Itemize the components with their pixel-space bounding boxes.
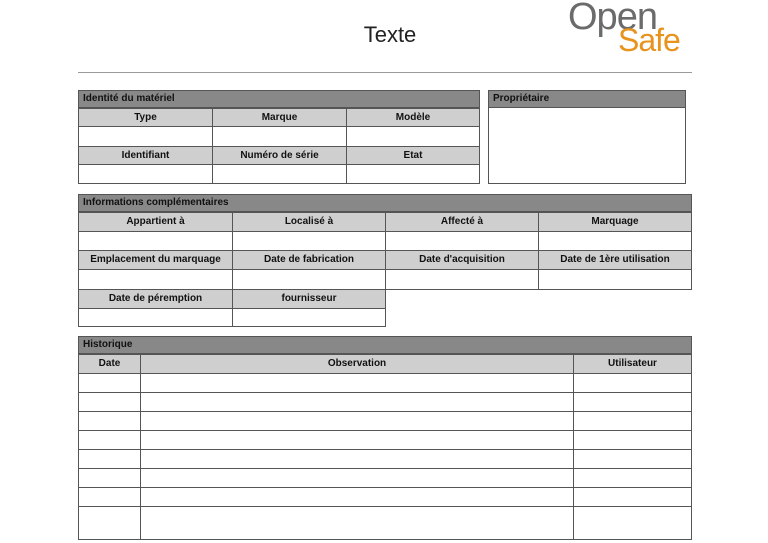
historique-row-line (78, 487, 692, 488)
header-identifiant: Identifiant (78, 146, 213, 165)
page-title: Texte (363, 22, 417, 47)
field-emplacement-marquage[interactable] (78, 269, 233, 290)
header-appartient: Appartient à (78, 212, 233, 232)
field-date-fabrication[interactable] (232, 269, 386, 290)
logo-open-text: Open (568, 0, 657, 38)
field-proprietaire[interactable] (488, 107, 686, 184)
logo-safe-text: Safe (618, 22, 680, 58)
header-emplacement-marquage: Emplacement du marquage (78, 250, 233, 270)
header-localise: Localisé à (232, 212, 386, 232)
opensafe-logo (566, 0, 706, 60)
header-fournisseur: fournisseur (232, 289, 386, 309)
field-fournisseur[interactable] (232, 308, 386, 327)
header-utilisateur: Utilisateur (573, 354, 692, 374)
field-date-premiere-utilisation[interactable] (538, 269, 692, 290)
section-historique-title: Historique (78, 336, 692, 354)
field-affecte[interactable] (385, 231, 539, 251)
section-identite-title: Identité du matériel (78, 90, 480, 108)
historique-row-line (78, 411, 692, 412)
header-divider (78, 72, 692, 73)
field-marquage[interactable] (538, 231, 692, 251)
header-numero-serie: Numéro de série (212, 146, 347, 165)
historique-col-divider (140, 373, 141, 540)
field-modele[interactable] (346, 126, 480, 147)
field-type[interactable] (78, 126, 213, 147)
field-appartient[interactable] (78, 231, 233, 251)
header-date-peremption: Date de péremption (78, 289, 233, 309)
field-marque[interactable] (212, 126, 347, 147)
historique-row-line (78, 392, 692, 393)
section-infos-title: Informations complémentaires (78, 194, 692, 212)
section-proprietaire-title: Propriétaire (488, 90, 686, 108)
header-date: Date (78, 354, 141, 374)
historique-row-line (78, 506, 692, 507)
field-date-acquisition[interactable] (385, 269, 539, 290)
header-date-acquisition: Date d'acquisition (385, 250, 539, 270)
historique-row-line (78, 430, 692, 431)
header-date-premiere-utilisation: Date de 1ère utilisation (538, 250, 692, 270)
historique-col-divider (573, 373, 574, 540)
field-localise[interactable] (232, 231, 386, 251)
header-observation: Observation (140, 354, 574, 374)
historique-table-body (78, 373, 692, 540)
field-identifiant[interactable] (78, 164, 213, 184)
header-date-fabrication: Date de fabrication (232, 250, 386, 270)
header-type: Type (78, 108, 213, 127)
field-numero-serie[interactable] (212, 164, 347, 184)
header-marquage: Marquage (538, 212, 692, 232)
header-etat: Etat (346, 146, 480, 165)
header-modele: Modèle (346, 108, 480, 127)
header-affecte: Affecté à (385, 212, 539, 232)
historique-row-line (78, 449, 692, 450)
field-date-peremption[interactable] (78, 308, 233, 327)
historique-row-line (78, 468, 692, 469)
header-marque: Marque (212, 108, 347, 127)
field-etat[interactable] (346, 164, 480, 184)
